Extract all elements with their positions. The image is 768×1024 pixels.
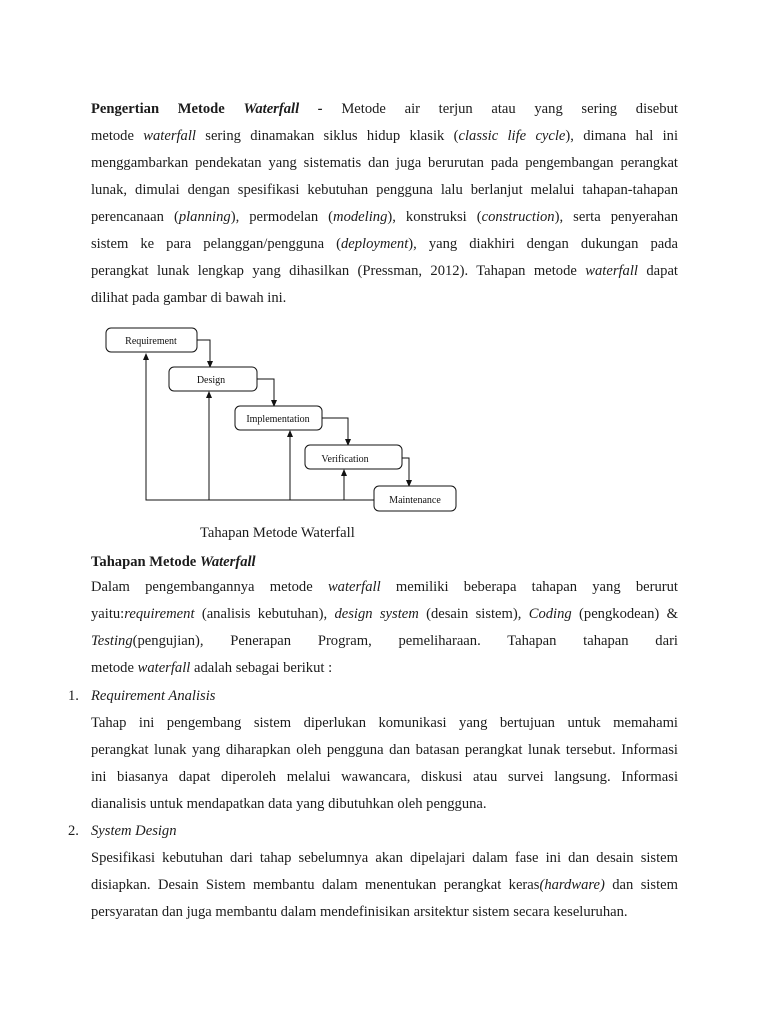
intro-line-7: perangkat lunak lengkap yang dihasilkan (Pressman, 2012). Tahapan metode waterfall dapat [91,263,678,279]
intro-line-1: Pengertian Metode Waterfall - Metode air terjun atau yang sering disebut [91,101,678,117]
label-design: Design [196,375,226,386]
figure-caption: Tahapan Metode Waterfall [200,525,355,541]
label-verification: Verification [321,454,369,465]
intro-line-6: sistem ke para pelanggan/pengguna (deployment), yang diakhiri dengan dukungan pada [91,236,678,252]
item-1-line-1: Tahap ini pengembang sistem diperlukan komunikasi yang bertujuan untuk memahami [91,715,678,731]
section-line-2: yaitu:requirement (analisis kebutuhan), design system (desain sistem), Coding (pengkodean) & [91,606,678,622]
section-paragraph [91,574,678,682]
item-2-line-1: Spesifikasi kebutuhan dari tahap sebelumnya akan dipelajari dalam fase ini dan desain sistem [91,850,678,866]
item-2-line-3: persyaratan dan juga membantu dalam mendefinisikan arsitektur sistem secara keseluruhan. [91,904,628,920]
intro-line-2: metode waterfall sering dinamakan siklus hidup klasik (classic life cycle), dimana hal ini [91,128,678,144]
item-1-number: 1. [68,688,79,704]
section-line-4: metode waterfall adalah sebagai berikut : [91,660,333,676]
item-2-line-2: disiapkan. Desain Sistem membantu dalam menentukan perangkat keras(hardware) dan sistem [91,877,678,893]
item-1-line-3: ini biasanya dapat diperoleh melalui wawancara, diskusi atau survei langsung. Informasi [91,769,678,785]
label-maintenance: Maintenance [389,495,441,506]
section-heading: Tahapan Metode Waterfall [91,554,256,570]
waterfall-diagram [102,322,462,518]
intro-line-3: menggambarkan pendekatan yang sistematis dan juga berurutan pada pengembangan perangkat [91,155,678,171]
intro-line-8: dilihat pada gambar di bawah ini. [91,290,287,306]
intro-line-4: lunak, dimulai dengan spesifikasi kebutuhan pengguna lalu berlanjut melalui tahapan-tahapan [91,182,678,198]
item-1-line-4: dianalisis untuk mendapatkan data yang dibutuhkan oleh pengguna. [91,796,487,812]
item-1-title: Requirement Analisis [91,688,216,704]
section-line-1: Dalam pengembangannya metode waterfall memiliki beberapa tahapan yang berurut [91,579,678,595]
intro-line-5: perencanaan (planning), permodelan (modeling), konstruksi (construction), serta penyerahan [91,209,678,225]
item-2-title: System Design [91,823,177,839]
item-1-paragraph [91,710,678,818]
item-2-number: 2. [68,823,79,839]
term-pengertian: Pengertian [91,101,160,117]
intro-paragraph [91,96,678,312]
term-metode: Metode [177,101,225,117]
section-line-3: Testing(pengujian), Penerapan Program, pemeliharaan. Tahapan tahapan dari [91,633,678,649]
label-implementation: Implementation [246,414,310,425]
item-1-line-2: perangkat lunak yang diharapkan oleh pengguna dan batasan perangkat lunak tersebut. Informasi [91,742,678,758]
term-waterfall: Waterfall - [243,101,323,117]
label-requirement: Requirement [125,336,177,347]
item-2-paragraph [91,845,678,926]
